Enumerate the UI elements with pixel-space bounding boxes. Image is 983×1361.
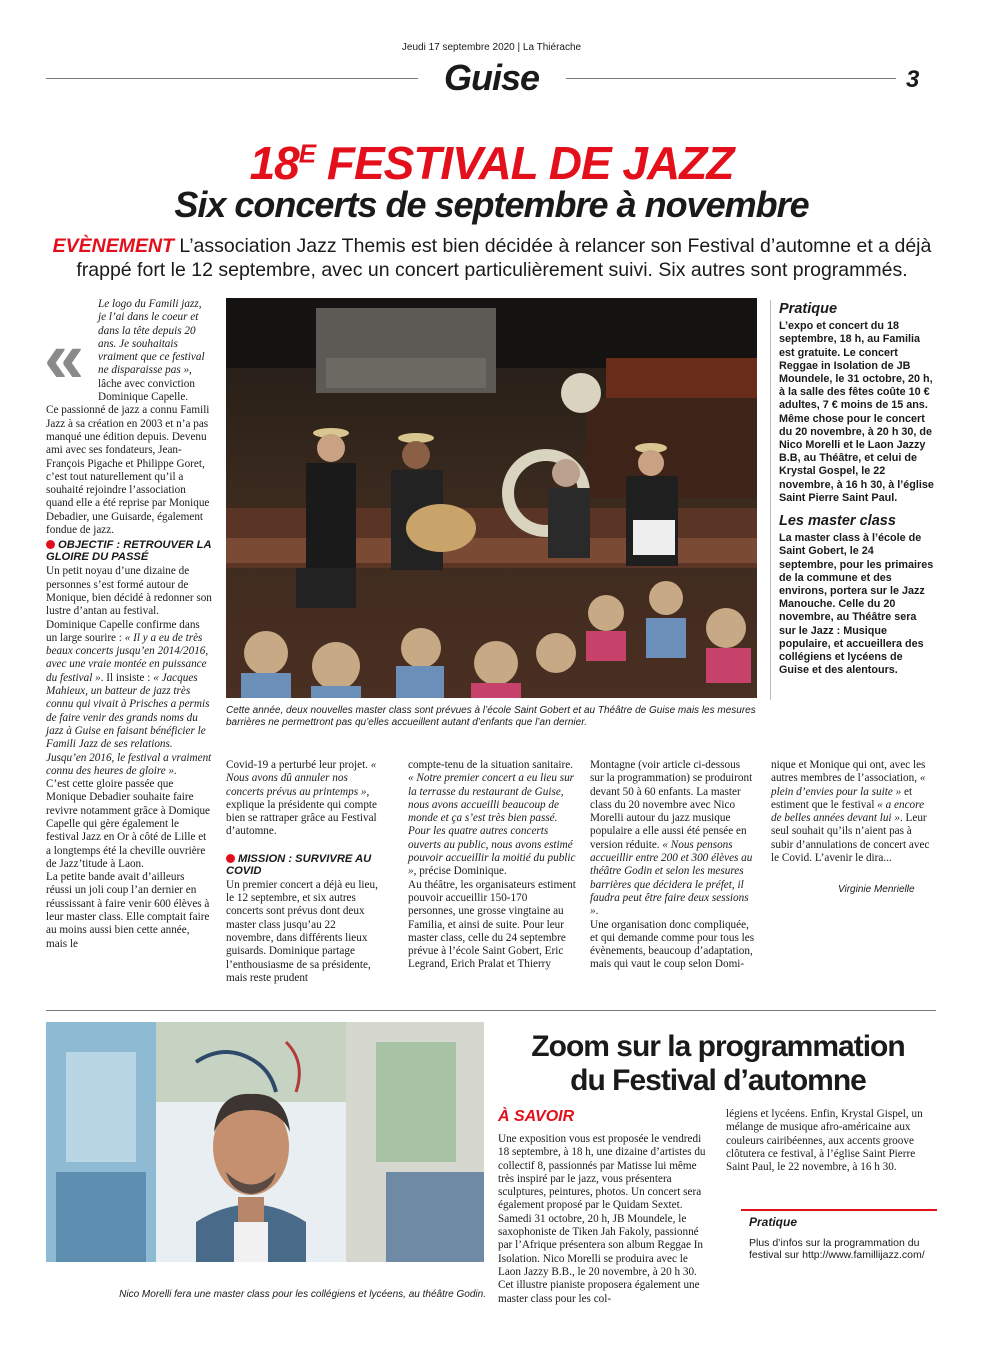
portrait-caption: Nico Morelli fera une master class pour les collégiens et lycéens, au théâtre Godin. <box>119 1289 486 1300</box>
paragraph: Au théâtre, les organisateurs estiment pouvoir accueillir 150-170 personnes, une grosse vingtaine au Familia, et ainsi de suite. Pour leur master class, celle du 24 septembre prévue à l’école Saint Gobert, Eric Legrand, Erich Pralat et Thierry <box>408 878 576 971</box>
paragraph <box>408 759 576 879</box>
bullet-icon <box>226 854 235 863</box>
pratique-box <box>749 1216 937 1262</box>
headline-text: FESTIVAL DE JAZZ <box>315 137 734 189</box>
zoom-column-1: Une exposition vous est proposée le vendredi 18 septembre, à 18 h, une dizaine d’artistes du collectif 8, passionnés par Matisse lui même très inspiré par le jazz, vous présentera sculptures, peintures, photos. Un concert sera également proposé par le Quidam Sextet. Samedi 31 octobre, 20 h, JB Moundele, le saxophoniste de Tiken Jah Fakoly, passionné par l’Afrique présentera son album Reggae In Isolation. Nico Morelli se produira avec le Laon Jazzy B.B., le 20 novembre, à 20 h 30. Cet illustre pianiste proposera également une master class pour les col- <box>498 1133 706 1305</box>
quote: « Il y a eu de très beaux concerts jusqu’en 2014/2016, avec une vraie montée en puissance du festival » <box>46 631 209 684</box>
paragraph <box>590 759 755 919</box>
text: , explique la présidente qui compte bien se rattraper grâce au Festival d’automne. <box>226 785 377 838</box>
sidebar-divider <box>770 300 771 700</box>
paragraph: C’est cette gloire passée que Monique Debadier souhaite faire revivre notamment grâce à Domique Capelle qui gère également le festival Jazz en Or à côté de Lille et a longtemps été la cheville ouvrière de Jazz’titude à Laon. <box>46 778 211 870</box>
sidebar-pratique <box>779 303 934 677</box>
concert-photo <box>226 298 757 698</box>
paragraph <box>226 759 384 839</box>
paragraph <box>771 759 936 865</box>
intertitle-objectif <box>46 539 212 563</box>
zoom-headline-line: du Festival d’automne <box>570 1064 866 1097</box>
intertitle-text: OBJECTIF : RETROUVER LA GLOIRE DU PASSÉ <box>46 539 212 564</box>
paragraph: La petite bande avait d’ailleurs réussi un joli coup l’an dernier en réussissant à faire venir 600 élèves à leur master class. Elle comptait faire au moins aussi bien cette année, mais le <box>46 871 210 950</box>
section-divider <box>46 1010 936 1011</box>
zoom-column-2: légiens et lycéens. Enfin, Krystal Gispel, un mélange de musique afro-américaine aux couleurs cairibéennes, aux accents groove clôtutera ce festival, à l’église Saint Pierre Saint Paul, le 22 novembre, à 16 h 30. <box>726 1108 923 1174</box>
article-column-4 <box>590 759 755 972</box>
header-rule-right <box>566 78 896 79</box>
text: et estiment que le festival <box>771 785 913 811</box>
text: . Il insiste : <box>100 671 154 684</box>
bullet-icon <box>46 540 55 549</box>
quote: « a encore de belles années devant lui » <box>771 798 925 825</box>
article-column-2 <box>226 759 384 985</box>
sidebar-master-title: Les master class <box>779 513 896 530</box>
text: Un petit noyau d’une dizaine de personnes s’est formé autour de Monique, bien décidé à redonner son lustre d’antan au festival. Dominique Capelle confirme dans un large sourire : <box>46 565 212 644</box>
quote: « Nous avons dû annuler nos concerts prévus au printemps » <box>226 759 377 798</box>
text: nique et Monique qui ont, avec les autres membres de l’association, <box>771 759 926 785</box>
article-column-1 <box>46 298 212 951</box>
article-column-5 <box>771 759 936 865</box>
dateline: Jeudi 17 septembre 2020 | La Thiérache <box>401 42 582 53</box>
paragraph: Ce passionné de jazz a connu Famili Jazz à sa création en 2003 et n’a pas manqué une édition depuis. Devenu ami avec ses fondateurs, Jean-François Pigache et Philippe Goret, c’est tout naturellement qu’il a souhaité rejoindre l’association quand elle a été reprise par Monique Debadier, une Guisarde, également fondue de jazz. <box>46 404 210 537</box>
pratique-box-text: Plus d’infos sur la programmation du festival sur http://www.famillijazz.com/ <box>749 1236 925 1261</box>
sidebar-pratique-title: Pratique <box>779 301 838 317</box>
paragraph: Une organisation donc compliquée, et qui demande comme pour tous les évènements, beaucoup d’adaptation, mais qui vaut le coup selon Domi- <box>590 918 755 971</box>
text: Montagne (voir article ci-dessous sur la programmation) se produiront devant 50 à 60 enfants. La master class du 20 novembre avec Nico Morelli autour du jazz musique populaire a elle aussi été pensée en version réduite. <box>590 759 753 851</box>
pratique-box-rule <box>741 1209 937 1211</box>
headline-superscript: E <box>298 138 316 169</box>
zoom-headline-line: Zoom sur la programmation <box>531 1030 905 1063</box>
author-signature: Virginie Menrielle <box>838 884 915 895</box>
quote: « plein d’envies pour la suite » <box>771 772 926 798</box>
page-number: 3 <box>906 66 920 93</box>
standfirst <box>48 234 936 282</box>
zoom-headline <box>498 1030 938 1098</box>
standfirst-text: L’association Jazz Themis est bien décidée à relancer son Festival d’automne et a déjà frappé fort le 12 septembre, avec un concert particulièrement suivi. Six autres sont programmés. <box>76 235 932 281</box>
quote-mark-icon: « <box>44 318 85 398</box>
intertitle-mission <box>226 853 384 877</box>
quote: « Nous pensons accueillir entre 200 et 300 élèves au théâtre Godin et selon les mesures barrières que décidera le préfet, il faudra peut être faire deux sessions » <box>590 838 753 918</box>
headline <box>0 136 983 190</box>
text: . Leur seul souhait qu’ils n’aient pas à subir d’annulations de concert avec le Covid. L’avenir le dira... <box>771 812 930 865</box>
header-rule-left <box>46 78 418 79</box>
quote: « Jacques Mahieux, un batteur de jazz très connu qui vivait à Prisches a permis de faire venir des grands noms du jazz à Guise en faisant bénéficier le Famili Jazz de ses relations. Jusqu’en 2016, le festival a vraiment connu des heures de gloire ». <box>46 671 212 777</box>
sidebar-pratique-text: L’expo et concert du 18 septembre, 18 h, au Familia est gratuite. Le concert Reggae in Isolation de JB Moundele, le 31 octobre, 20 h, à la salle des fêtes coûte 10 € adultes, 7 € moins de 15 ans. Même chose pour le concert du 20 novembre, à 20 h 30, de Nico Morelli et le Laon Jazzy B.B, au Théâtre, et celui de Krystal Gospel, le 22 novembre, à 16 h 30, à l’église Saint Pierre Saint Paul. <box>779 320 934 504</box>
paragraph <box>46 565 212 778</box>
text: . <box>595 905 599 918</box>
text: , précise Dominique. <box>413 865 507 878</box>
intertitle-text: MISSION : SURVIVRE AU COVID <box>226 852 372 877</box>
article-column-3 <box>408 759 576 972</box>
opening-quote: Le logo du Famili jazz, je l’ai dans le coeur et dans la tête depuis 20 ans. Je souhaitais vraiment que ce festival ne disparaisse pas », <box>98 298 205 377</box>
standfirst-keyword: EVÈNEMENT <box>52 235 175 257</box>
photo-caption: Cette année, deux nouvelles master class sont prévues à l’école Saint Gobert et au Théâtre de Guise mais les mesures barrières ne permettront pas qu’elles accueillent autant d’enfants que l’an dernier. <box>226 705 756 728</box>
text: Covid-19 a perturbé leur projet. <box>226 759 371 771</box>
sidebar-master-text: La master class à l’école de Saint Gobert, le 24 septembre, pour les primaires de la commune et des environs, portera sur le Jazz Manouche. Celle du 20 novembre, au Théâtre sera sur le Jazz : Musique populaire, et accueillera des collégiens et lycéens de Guise et des alentours. <box>779 532 934 677</box>
paragraph: Un premier concert a déjà eu lieu, le 12 septembre, et six autres concerts sont prévus dont deux master class jusqu’au 22 novembre, dans différents lieux guisards. Dominique partage l’enthousiasme de sa présidente, mais reste prudent <box>226 878 378 984</box>
subheadline: Six concerts de septembre à novembre <box>174 184 809 225</box>
headline-number: 18 <box>249 137 299 189</box>
pratique-box-title: Pratique <box>749 1215 798 1229</box>
a-savoir-label: À SAVOIR <box>498 1108 575 1125</box>
section-title: Guise <box>443 57 540 98</box>
opening-quote-tail: lâche avec conviction Dominique Capelle. <box>98 377 195 404</box>
portrait-photo <box>46 1022 484 1262</box>
quote: « Notre premier concert a eu lieu sur la terrasse du restaurant de Guise, nous avons accueilli beaucoup de monde et ça s’est très bien passé. Pour les quatre autres concerts ouverts au public, nous avons estimé pouvoir accueillir la moitié du public » <box>408 772 576 878</box>
text: compte-tenu de la situation sanitaire. <box>408 759 573 771</box>
